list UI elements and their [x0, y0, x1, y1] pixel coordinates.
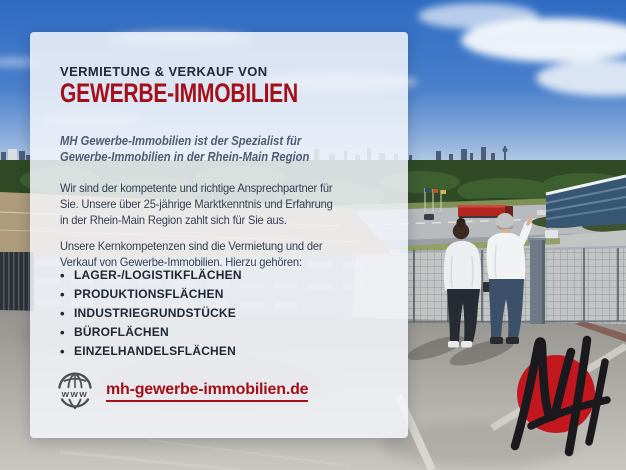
- intro-paragraph: [60, 180, 333, 228]
- intro-line: in der Rhein-Main Region zahlt sich für Sie aus.: [60, 213, 287, 227]
- intro-line: Sie. Unsere über 25-jährige Marktkenntnis und Erfahrung: [60, 197, 333, 211]
- competency-line: Verkauf von Gewerbe-Immobilien. Hierzu gehören:: [60, 255, 302, 269]
- bullet-item: • BÜROFLÄCHEN: [60, 323, 242, 342]
- bullet-item: • LAGER-/LOGISTIKFLÄCHEN: [60, 266, 242, 285]
- intro-line: Wir sind der kompetente und richtige Ansprechpartner für: [60, 181, 333, 195]
- website-row: [56, 372, 308, 410]
- subtitle-line: Gewerbe-Immobilien in der Rhein-Main Region: [60, 149, 310, 164]
- kicker: VERMIETUNG & VERKAUF VON: [60, 64, 268, 79]
- bullet-item: • PRODUKTIONSFLÄCHEN: [60, 285, 242, 304]
- metal-grating: [0, 252, 34, 312]
- globe-www-label: www: [61, 389, 89, 400]
- bullet-item: • INDUSTRIEGRUNDSTÜCKE: [60, 304, 242, 323]
- mh-monogram-icon: [500, 330, 626, 470]
- subtitle: [60, 133, 309, 165]
- mh-logo: [500, 330, 626, 470]
- website-link[interactable]: mh-gewerbe-immobilien.de: [106, 381, 308, 402]
- subtitle-line: MH Gewerbe-Immobilien ist der Spezialist für: [60, 133, 302, 148]
- globe-www-icon: [56, 372, 94, 410]
- bullet-item: • EINZELHANDELSFLÄCHEN: [60, 342, 242, 361]
- bullet-list: [60, 266, 242, 361]
- info-panel: [30, 32, 408, 438]
- headline: GEWERBE-IMMOBILIEN: [60, 78, 298, 108]
- competency-line: Unsere Kernkompetenzen sind die Vermietung und der: [60, 239, 323, 253]
